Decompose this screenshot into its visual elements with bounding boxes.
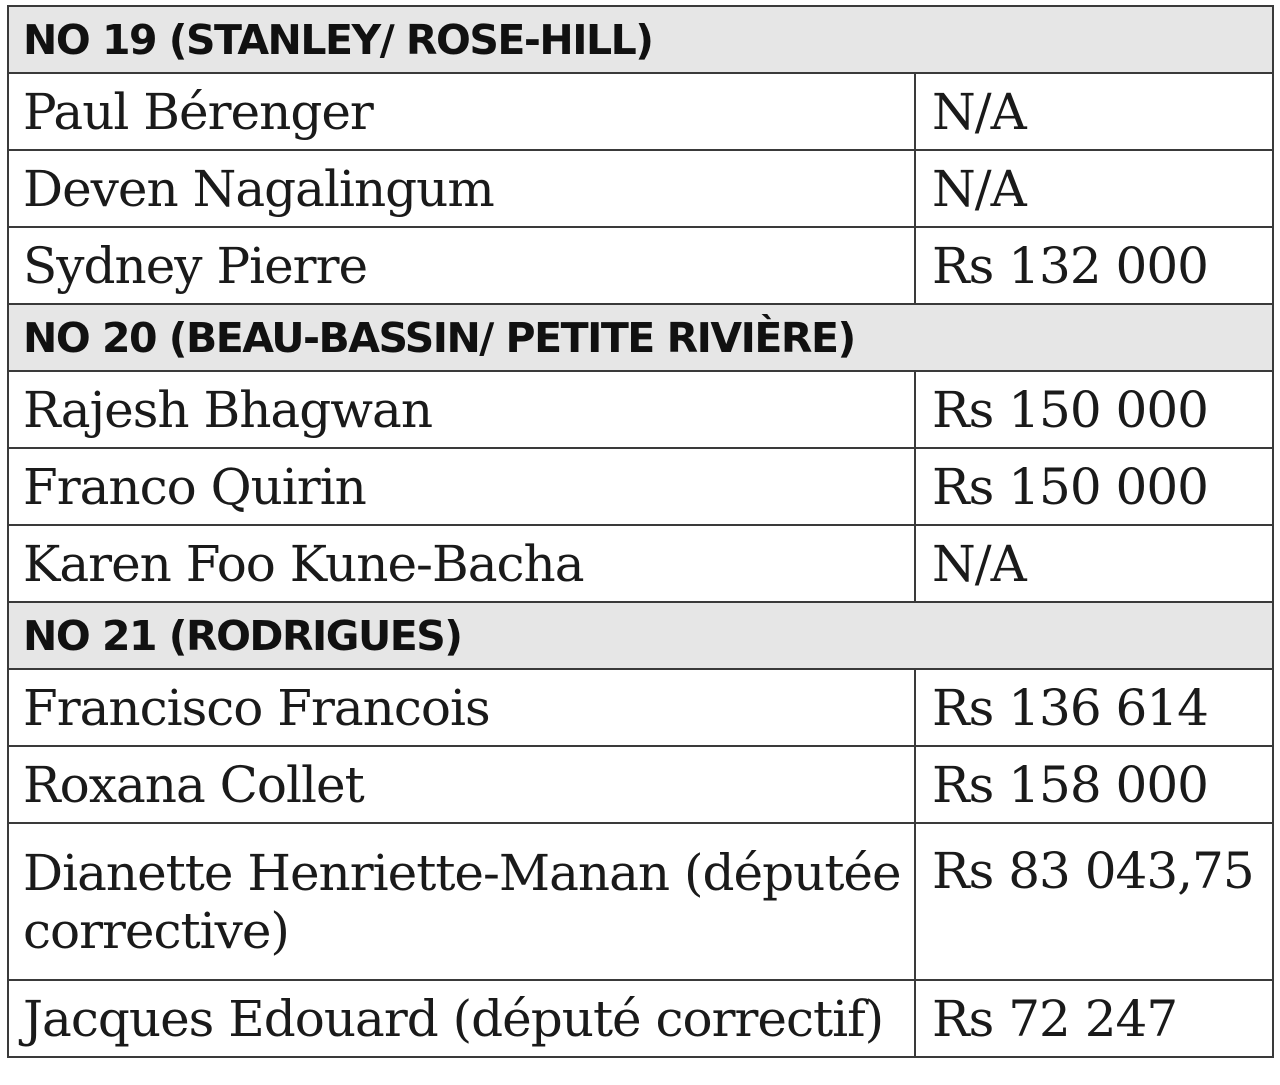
member-name: Francisco Francois — [8, 669, 915, 746]
member-amount: N/A — [915, 150, 1273, 227]
member-amount: N/A — [915, 73, 1273, 150]
table-row — [8, 371, 1273, 448]
section-header-row — [8, 602, 1273, 669]
table-row — [8, 150, 1273, 227]
member-name: Franco Quirin — [8, 448, 915, 525]
member-name: Paul Bérenger — [8, 73, 915, 150]
table-row — [8, 448, 1273, 525]
member-amount: Rs 150 000 — [915, 371, 1273, 448]
member-name: Dianette Henriette-Manan (députée corrective) — [8, 823, 915, 980]
section-header-row — [8, 304, 1273, 371]
table-row — [8, 823, 1273, 980]
member-amount: Rs 150 000 — [915, 448, 1273, 525]
table-row — [8, 746, 1273, 823]
table-row — [8, 525, 1273, 602]
member-amount: Rs 132 000 — [915, 227, 1273, 304]
table-row — [8, 73, 1273, 150]
member-name: Sydney Pierre — [8, 227, 915, 304]
salary-table — [7, 5, 1274, 1058]
member-amount: Rs 72 247 — [915, 980, 1273, 1057]
member-amount: Rs 158 000 — [915, 746, 1273, 823]
member-name: Rajesh Bhagwan — [8, 371, 915, 448]
section-heading: NO 21 (RODRIGUES) — [8, 602, 1273, 669]
member-name: Roxana Collet — [8, 746, 915, 823]
member-amount: Rs 136 614 — [915, 669, 1273, 746]
member-name: Jacques Edouard (député correctif) — [8, 980, 915, 1057]
section-heading: NO 19 (STANLEY/ ROSE-HILL) — [8, 6, 1273, 73]
section-heading: NO 20 (BEAU-BASSIN/ PETITE RIVIÈRE) — [8, 304, 1273, 371]
member-amount: N/A — [915, 525, 1273, 602]
table-row — [8, 669, 1273, 746]
table-row — [8, 227, 1273, 304]
member-name: Deven Nagalingum — [8, 150, 915, 227]
table-row — [8, 980, 1273, 1057]
section-header-row — [8, 6, 1273, 73]
member-name: Karen Foo Kune-Bacha — [8, 525, 915, 602]
member-amount: Rs 83 043,75 — [915, 823, 1273, 980]
